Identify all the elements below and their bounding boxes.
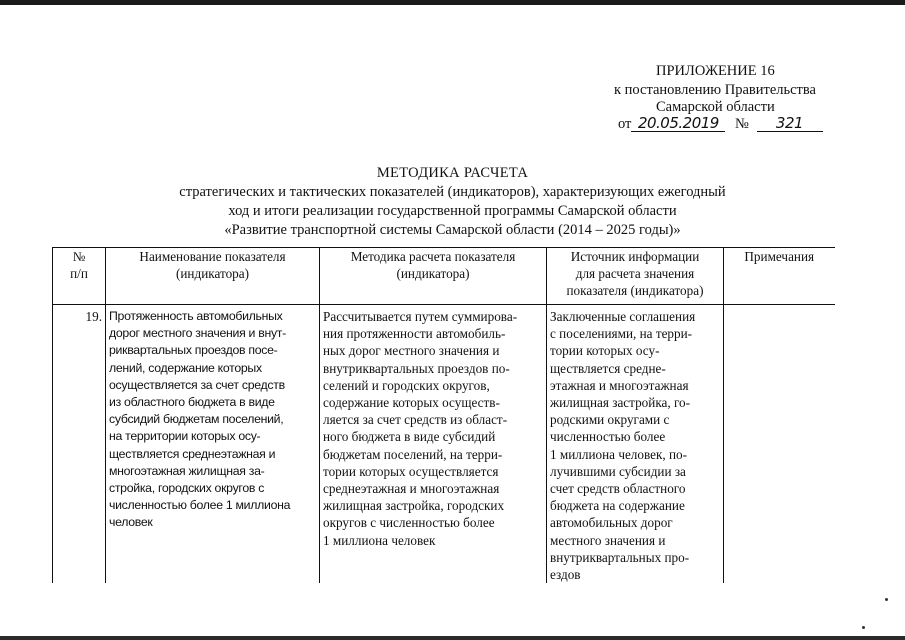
indicator-table xyxy=(52,247,835,583)
scan-speck xyxy=(862,626,865,629)
handwritten-date: 20.05.2019 xyxy=(631,115,725,132)
date-prefix: от xyxy=(618,116,632,132)
number-prefix: № xyxy=(735,116,749,132)
scan-speck xyxy=(885,598,888,601)
appendix-date-number-line xyxy=(618,115,823,134)
appendix-title: ПРИЛОЖЕНИЕ 16 xyxy=(656,63,775,79)
header-information-source: Источник информации для расчета значения показателя (индикатора) xyxy=(547,248,724,305)
table-row xyxy=(53,305,835,584)
row-calculation-method: Рассчитывается путем суммирова- ния протяженности автомобиль- ных дорог местного значения и внутриквартальных проездов по- селений и городских округов, содержание которых осуществ- ляется за счет средств из област- ного бюджета в виде субсидий бюджетам поселений, на терри- тории которых осуществляется среднеэтажная и многоэтажная жилищная застройка, городских округов с численностью более 1 миллиона человек xyxy=(320,305,547,584)
row-indicator-name: Протяженность автомобильных дорог местного значения и внут- риквартальных проездов посе- лений, содержание которых осуществляется за счет средств из областного бюджета в виде субсидий бюджетам поселений, на территории которых осу- ществляется среднеэтажная и многоэтажная жилищная за- стройка, городских округов с численностью более 1 миллиона человек xyxy=(106,305,320,584)
row-number: 19. xyxy=(53,305,106,584)
appendix-resolution-line: к постановлению Правительства xyxy=(614,82,816,98)
header-indicator-name: Наименование показателя (индикатора) xyxy=(106,248,320,305)
appendix-region-line: Самарской области xyxy=(656,99,775,115)
document-title: МЕТОДИКА РАСЧЕТА xyxy=(376,165,529,181)
header-notes: Примечания xyxy=(724,248,835,305)
document-title-block xyxy=(0,164,905,240)
header-number: № п/п xyxy=(53,248,106,305)
header-calculation-method: Методика расчета показателя (индикатора) xyxy=(320,248,547,305)
document-subtitle-line-2: ход и итоги реализации государственной программы Самарской области xyxy=(228,203,677,219)
scan-top-border xyxy=(0,0,905,5)
row-notes xyxy=(724,305,835,584)
handwritten-number: 321 xyxy=(757,115,823,132)
scan-bottom-border xyxy=(0,636,905,640)
row-information-source: Заключенные соглашения с поселениями, на терри- тории которых осу- ществляется средне- этажная и многоэтажная жилищная застройка, го- родскими округами с численностью более 1 миллиона человек, по- лучившими субсидии за счет средств областного бюджета на содержание автомобильных дорог местного значения и внутриквартальных про- ездов xyxy=(547,305,724,584)
document-subtitle-line-3: «Развитие транспортной системы Самарской области (2014 – 2025 годы)» xyxy=(224,222,681,238)
document-subtitle-line-1: стратегических и тактических показателей (индикаторов), характеризующих ежегодный xyxy=(179,184,726,200)
table-header-row xyxy=(53,248,835,305)
